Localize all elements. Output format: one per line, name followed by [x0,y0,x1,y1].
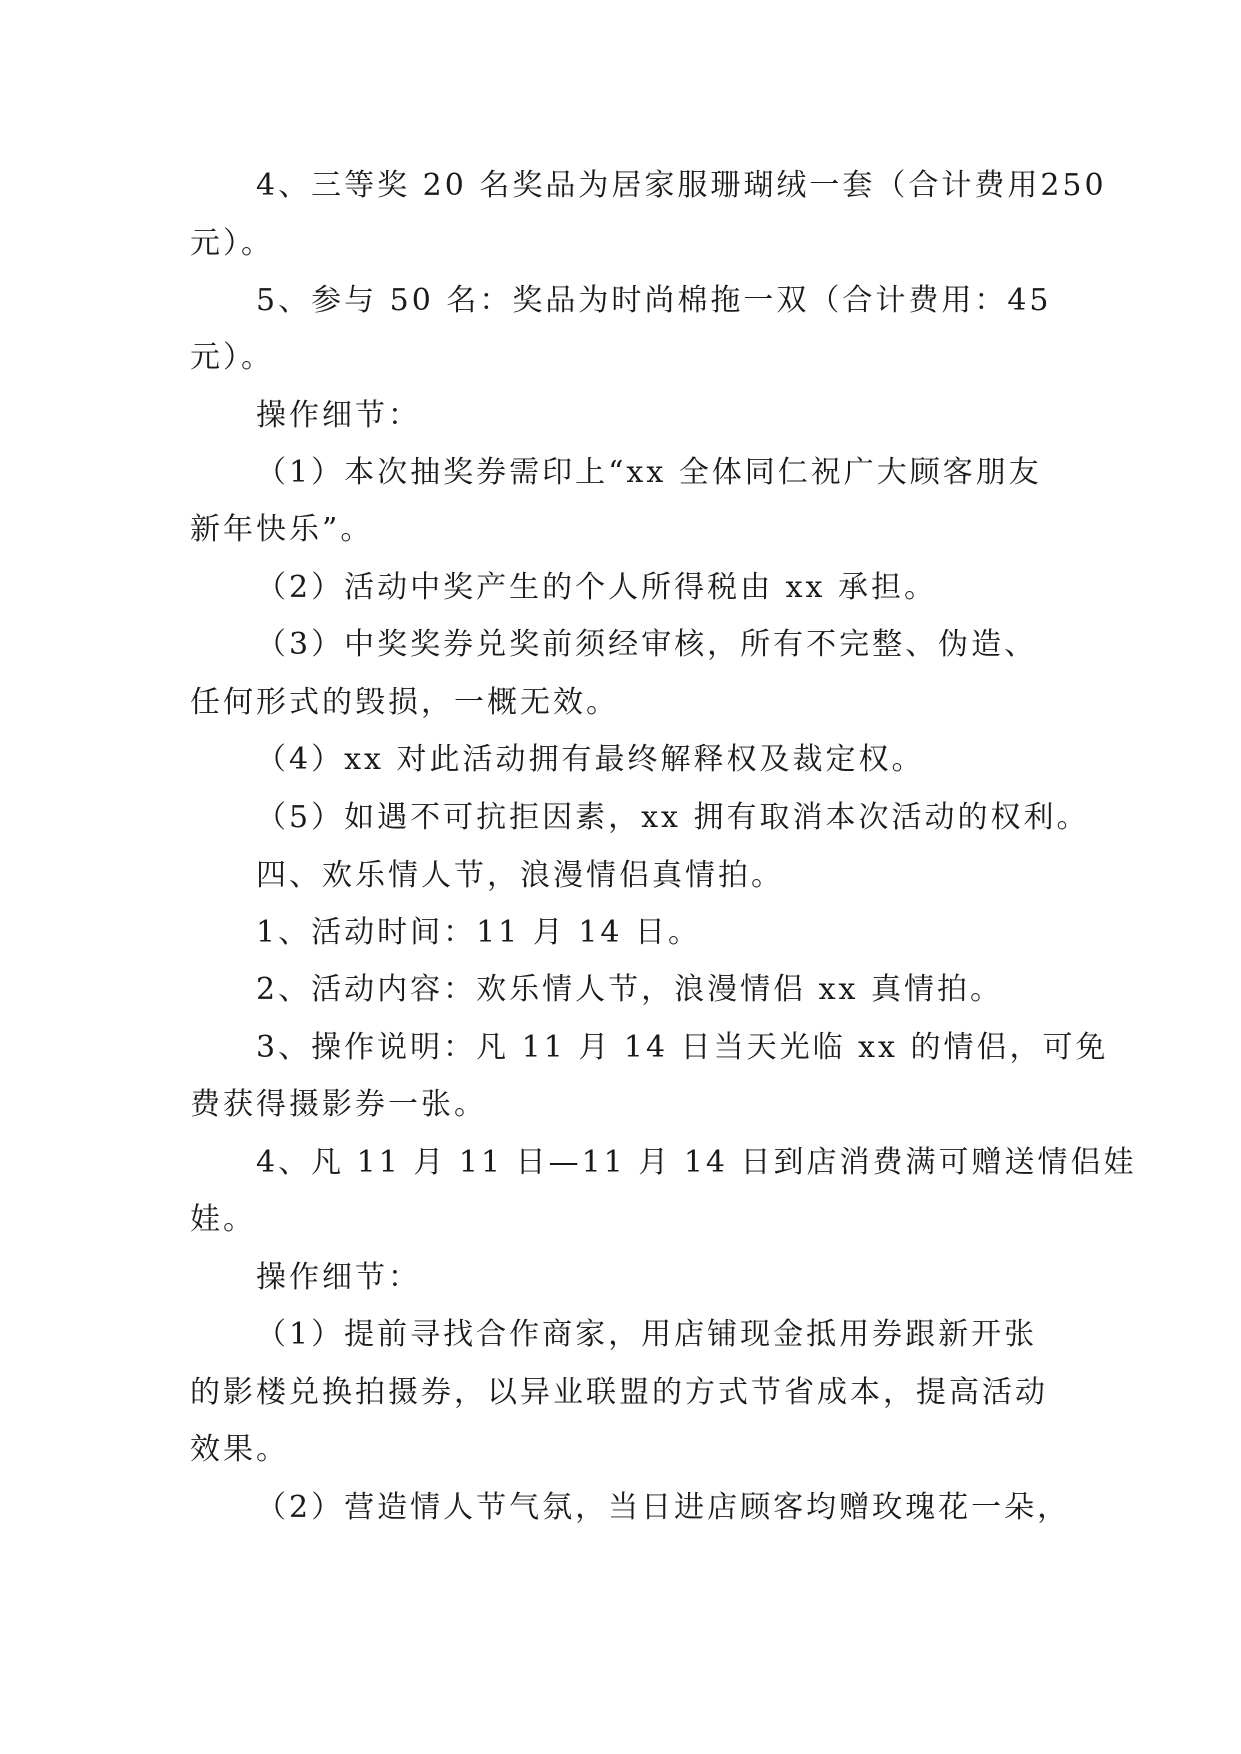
text-line: 的影楼兑换拍摄券，以异业联盟的方式节省成本，提高活动 [190,1375,1048,1410]
text-line: （4）xx 对此活动拥有最终解释权及裁定权。 [256,742,925,777]
text-line: （5）如遇不可抗拒因素，xx 拥有取消本次活动的权利。 [256,800,1090,835]
text-line: （1）本次抽奖券需印上“xx 全体同仁祝广大顾客朋友 [256,455,1042,490]
text-line: （1）提前寻找合作商家，用店铺现金抵用券跟新开张 [256,1317,1038,1352]
text-line: 1、活动时间：11 月 14 日。 [256,915,702,950]
text-line: 2、活动内容：欢乐情人节，浪漫情侣 xx 真情拍。 [256,972,1003,1007]
text-line: 5、参与 50 名：奖品为时尚棉拖一双（合计费用：45 [256,283,1052,318]
text-line: 效果。 [190,1432,289,1467]
text-line: 娃。 [190,1202,256,1237]
section-heading: 四、欢乐情人节，浪漫情侣真情拍。 [256,858,784,893]
text-line: 4、三等奖 20 名奖品为居家服珊瑚绒一套（合计费用250 [256,168,1107,203]
text-line: （2）活动中奖产生的个人所得税由 xx 承担。 [256,570,937,605]
section-heading: 操作细节： [256,1260,421,1295]
text-line: 新年快乐”。 [190,512,374,547]
section-heading: 操作细节： [256,398,421,433]
text-line: 3、操作说明：凡 11 月 14 日当天光临 xx 的情侣，可免 [256,1030,1109,1065]
text-line: （2）营造情人节气氛，当日进店顾客均赠玫瑰花一朵， [256,1490,1071,1525]
text-line: 任何形式的毁损，一概无效。 [190,685,619,720]
text-line: 元）。 [190,226,274,261]
text-line: 费获得摄影券一张。 [190,1087,487,1122]
text-line: （3）中奖奖券兑奖前须经审核，所有不完整、伪造、 [256,627,1038,662]
text-line: 4、凡 11 月 11 日—11 月 14 日到店消费满可赠送情侣娃 [256,1145,1137,1180]
text-line: 元）。 [190,340,274,375]
